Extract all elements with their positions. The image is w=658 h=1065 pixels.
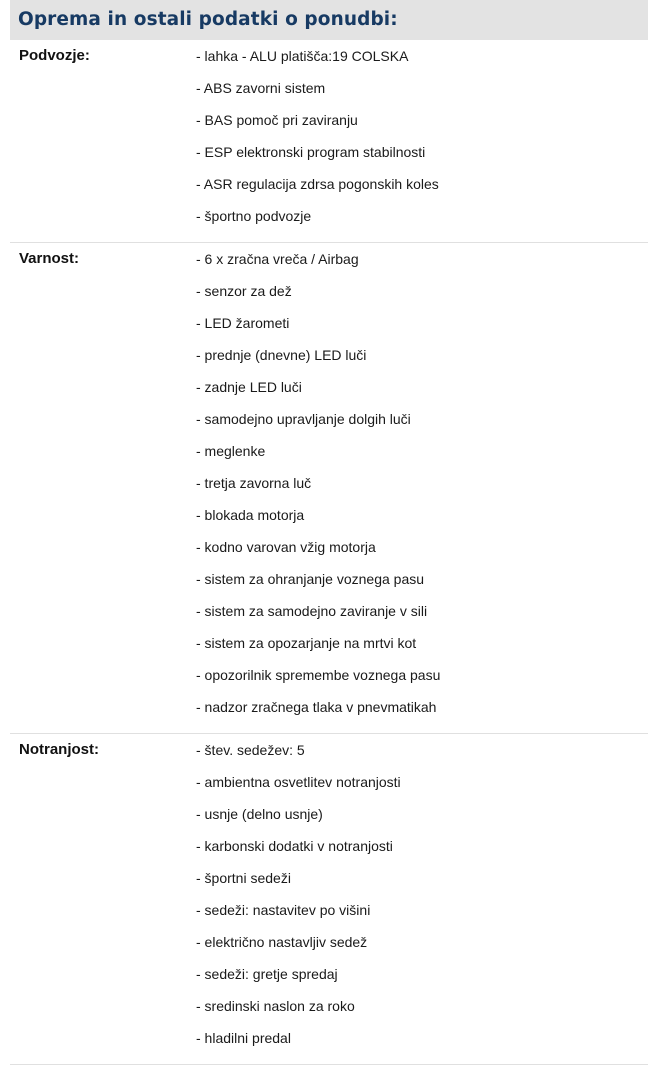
list-item: - ABS zavorni sistem: [196, 80, 326, 96]
list-item: - lahka - ALU platišča:19 COLSKA: [196, 48, 409, 64]
list-item: - ASR regulacija zdrsa pogonskih koles: [196, 176, 439, 192]
section-label: Notranjost:: [19, 741, 99, 758]
list-item: - samodejno upravljanje dolgih luči: [196, 411, 411, 427]
list-item: - LED žarometi: [196, 315, 290, 331]
list-item: - BAS pomoč pri zaviranju: [196, 112, 358, 128]
list-item: - hladilni predal: [196, 1030, 291, 1046]
list-item: - 6 x zračna vreča / Airbag: [196, 251, 359, 267]
list-item: - nadzor zračnega tlaka v pnevmatikah: [196, 699, 437, 715]
list-item: - električno nastavljiv sedež: [196, 934, 368, 950]
feature-list: [196, 740, 648, 1060]
list-item: - sistem za samodejno zaviranje v sili: [196, 603, 428, 619]
list-item: - športno podvozje: [196, 208, 312, 224]
feature-list: [196, 249, 648, 729]
section-varnost: [10, 243, 648, 734]
list-item: - ESP elektronski program stabilnosti: [196, 144, 426, 160]
list-item: - kodno varovan vžig motorja: [196, 539, 376, 555]
list-item: - prednje (dnevne) LED luči: [196, 347, 367, 363]
feature-list: [196, 46, 648, 238]
list-item: - opozorilnik spremembe voznega pasu: [196, 667, 441, 683]
list-item: - meglenke: [196, 443, 266, 459]
page-title: Oprema in ostali podatki o ponudbi:: [10, 0, 648, 40]
list-item: - sistem za opozarjanje na mrtvi kot: [196, 635, 417, 651]
equipment-panel: [10, 0, 648, 1065]
list-item: - športni sedeži: [196, 870, 291, 886]
list-item: - zadnje LED luči: [196, 379, 302, 395]
list-item: - karbonski dodatki v notranjosti: [196, 838, 393, 854]
list-item: - štev. sedežev: 5: [196, 742, 305, 758]
list-item: - sistem za ohranjanje voznega pasu: [196, 571, 425, 587]
list-item: - sedeži: nastavitev po višini: [196, 902, 371, 918]
list-item: - ambientna osvetlitev notranjosti: [196, 774, 401, 790]
list-item: - usnje (delno usnje): [196, 806, 323, 822]
section-notranjost: [10, 734, 648, 1065]
list-item: - sredinski naslon za roko: [196, 998, 355, 1014]
list-item: - sedeži: gretje spredaj: [196, 966, 338, 982]
section-label: Podvozje:: [19, 47, 90, 64]
section-label: Varnost:: [19, 250, 80, 267]
list-item: - tretja zavorna luč: [196, 475, 312, 491]
section-podvozje: [10, 40, 648, 243]
list-item: - blokada motorja: [196, 507, 305, 523]
list-item: - senzor za dež: [196, 283, 292, 299]
